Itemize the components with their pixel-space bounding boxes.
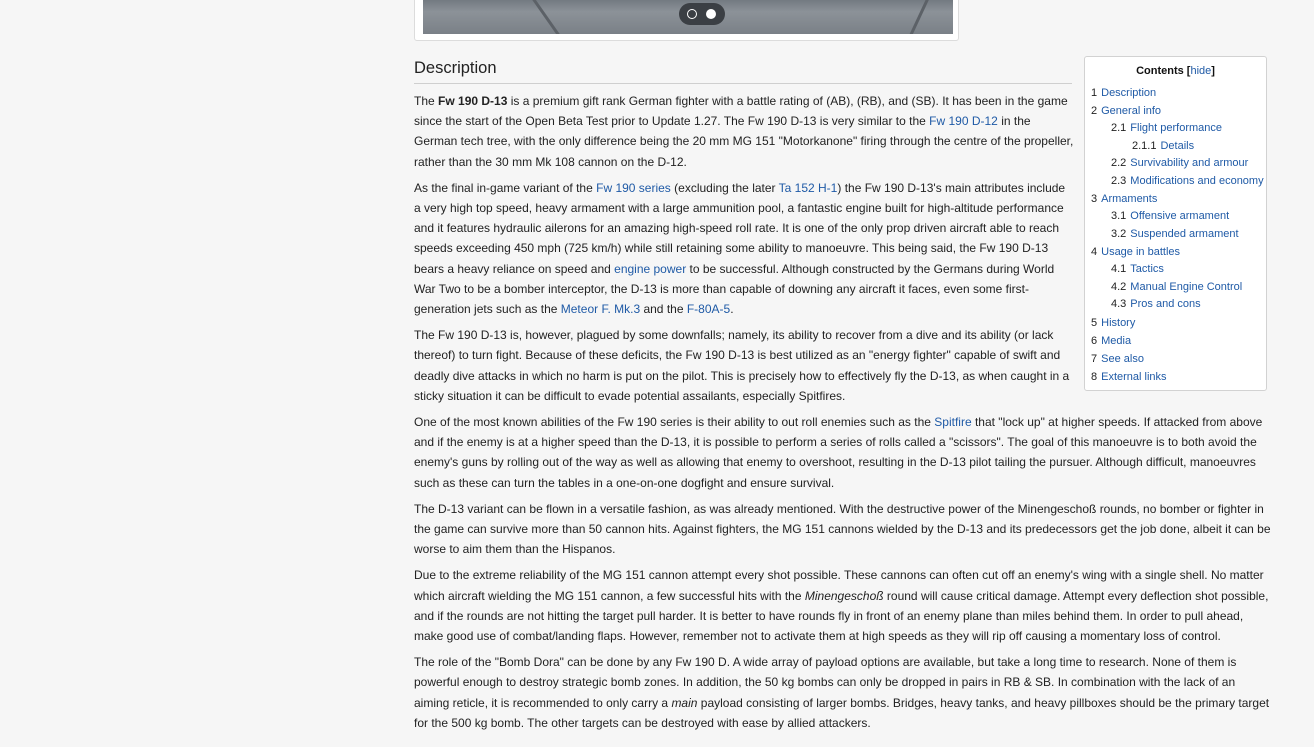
paragraph-2: As the final in-game variant of the Fw 190 series (excluding the later Ta 152 H-1) the Fw 190 D-13's main attributes include a very high top speed, heavy armament with a large ammunition pool, a fantastic engine built for high-altitude performance and it features hydraulic ailerons for an amazing high-speed roll rate. It is one of the only prop driven aircraft able to reach speeds exceeding 450 mph (725 km/h) while still retaining some ability to manoeuvre. This being said, the Fw 190 D-13 bears a heavy reliance on speed and engine power to be successful. Although constructed by the Germans during World War Two to be a bomber interceptor, the D-13 is more than capable of downing any aircraft it faces, even some first-generation jets such as the Meteor F. Mk.3 and the F-80A-5. [414,180,1066,317]
toc-item[interactable] [1091,155,1264,173]
toc-item[interactable] [1091,208,1264,226]
toc-item-number: 7 [1091,352,1098,365]
toc-item-label[interactable]: Tactics [1130,263,1164,275]
toc-item-label[interactable]: Usage in battles [1101,246,1181,258]
toc-item-label[interactable]: General info [1101,105,1162,117]
link-fw190-series[interactable]: Fw 190 series [596,180,671,195]
toc-item[interactable] [1091,102,1264,120]
toc-item-number: 2.1 [1111,122,1127,134]
toc-item-number: 4.3 [1111,298,1127,310]
toc-item[interactable] [1091,138,1264,156]
toc-item[interactable] [1091,243,1264,261]
toc-item-label[interactable]: Pros and cons [1130,298,1201,310]
toc-item-label[interactable]: Armaments [1101,193,1158,205]
toc-item-number: 8 [1091,370,1098,383]
toc-item[interactable] [1091,332,1264,350]
link-fw190-d12[interactable]: Fw 190 D-12 [929,114,998,129]
toc-item-number: 2.3 [1111,174,1127,187]
carousel-dot-2[interactable] [706,9,716,19]
toc-item-label[interactable]: Details [1160,139,1195,152]
toc-item-label[interactable]: Flight performance [1130,122,1223,134]
toc-item[interactable] [1091,296,1264,314]
link-meteor-f-mk3[interactable]: Meteor F. Mk.3 [560,302,641,317]
toc-item-number: 3 [1091,193,1098,205]
toc-item[interactable] [1091,226,1264,244]
toc-item[interactable] [1091,173,1264,191]
toc-item-label[interactable]: History [1101,316,1136,329]
toc-item-number: 2.2 [1111,157,1127,169]
toc-item[interactable] [1091,120,1264,138]
toc-item[interactable] [1091,350,1264,368]
toc-item-label[interactable]: Manual Engine Control [1130,280,1243,293]
table-of-contents [1084,56,1267,391]
toc-item-number: 4.1 [1111,263,1127,275]
aircraft-screenshot[interactable] [423,0,953,34]
toc-item-number: 2 [1091,105,1098,117]
section-heading-description: Description [414,59,1072,84]
carousel-dot-1[interactable] [687,9,697,19]
link-f80a-5[interactable]: F-80A-5 [686,302,731,317]
paragraph-3: The Fw 190 D-13 is, however, plagued by some downfalls; namely, its ability to recover from a dive and its ability (or lack thereof) to turn fight. Because of these deficits, the Fw 190 D-13 is best utilized as an "energy fighter" capable of swift and deadly dive attacks in which no harm is put on the pilot. This is precisely how to effectively fly the D-13, as when caught in a sticky situation it can be difficult to evade potential assailants, especially Spitfires. [414,328,1070,403]
link-ta152-h1[interactable]: Ta 152 H-1 [778,180,838,195]
paragraph-5: The D-13 variant can be flown in a versatile fashion, as was already mentioned. With the destructive power of the Minengeschoß rounds, no bomber or fighter in the game can survive more than 50 cannon hits. Against fighters, the MG 151 cannons wielded by the D-13 and its predecessors get the job done, albeit it can be worse to aim them than the Hispanos. [414,501,1271,557]
toc-item-label[interactable]: Offensive armament [1130,210,1230,222]
toc-item-number: 4.2 [1111,280,1127,293]
toc-list [1091,84,1264,386]
toc-item[interactable] [1091,190,1264,208]
link-engine-power[interactable]: engine power [614,261,687,276]
image-gallery [414,0,959,41]
toc-item[interactable] [1091,84,1264,102]
toc-hide-link[interactable]: hide [1190,65,1212,77]
toc-item-number: 5 [1091,316,1098,329]
toc-item[interactable] [1091,279,1264,297]
paragraph-7: The role of the "Bomb Dora" can be done by any Fw 190 D. A wide array of payload options are available, but take a long time to research. None of them is powerful enough to destroy strategic bomb zones. In addition, the 50 kg bombs can only be dropped in pairs in RB & SB. In combination with the lack of an aiming reticle, it is recommended to only carry a main payload consisting of larger bombs. Bridges, heavy tanks, and heavy pillboxes should be the primary target for the 500 kg bomb. The other targets can be destroyed with ease by allied attackers. [414,655,1270,730]
toc-item-label[interactable]: Description [1101,87,1157,99]
toc-item-number: 3.1 [1111,210,1127,222]
toc-item-number: 3.2 [1111,227,1127,240]
paragraph-4: One of the most known abilities of the Fw 190 series is their ability to out roll enemies such as the Spitfire that "lock up" at higher speeds. If attacked from above and if the enemy is at a higher speed than the D-13, it is possible to perform a series of rolls called a "scissors". The goal of this manoeuvre is to both avoid the enemy's guns by rolling out of the way as well as allowing that enemy to overshoot, resulting in the D-13 pilot tailing the pursuer. Although difficult, manoeuvres such as these can turn the tables in a one-on-one dogfight and ensure survival. [414,415,1263,490]
toc-item-label[interactable]: External links [1101,370,1167,383]
toc-item-number: 2.1.1 [1132,139,1157,152]
toc-title: Contents [hide] [1136,65,1215,77]
toc-item-label[interactable]: Suspended armament [1130,227,1239,240]
toc-item-number: 4 [1091,246,1098,258]
toc-item-number: 1 [1091,87,1098,99]
paragraph-6: Due to the extreme reliability of the MG 151 cannon attempt every shot possible. These cannons can often cut off an enemy's wing with a single shell. No matter which aircraft wielding the MG 151 cannon, a few successful hits with the Minengeschoß round will cause critical damage. Attempt every deflection shot possible, and if the rounds are not hitting the target pull harder. It is better to have rounds fly in front of an enemy plane than miles behind them. In order to pull ahead, make good use of combat/landing flaps. However, remember not to activate them at high speeds as they will rip off causing a momentary loss of control. [414,568,1269,644]
carousel-dots [679,3,725,25]
toc-item-label[interactable]: Survivability and armour [1130,157,1249,169]
aircraft-name: Fw 190 D-13 [438,94,508,108]
link-spitfire[interactable]: Spitfire [934,415,972,430]
toc-item[interactable] [1091,314,1264,332]
toc-item-label[interactable]: See also [1101,352,1144,365]
toc-item-label[interactable]: Media [1101,334,1132,347]
toc-item-label[interactable]: Modifications and economy [1130,174,1264,187]
toc-item[interactable] [1091,368,1264,386]
toc-item-number: 6 [1091,334,1098,347]
toc-item[interactable] [1091,261,1264,279]
paragraph-1: The Fw 190 D-13 is a premium gift rank German fighter with a battle rating of (AB), (RB), and (SB). It has been in the game since the start of the Open Beta Test prior to Update 1.27. The Fw 190 D-13 is very similar to the Fw 190 D-12 in the German tech tree, with the only difference being the 20 mm MG 151 "Motorkanone" firing through the centre of the propeller, rather than the 30 mm Mk 108 cannon on the D-12. [414,94,1074,169]
